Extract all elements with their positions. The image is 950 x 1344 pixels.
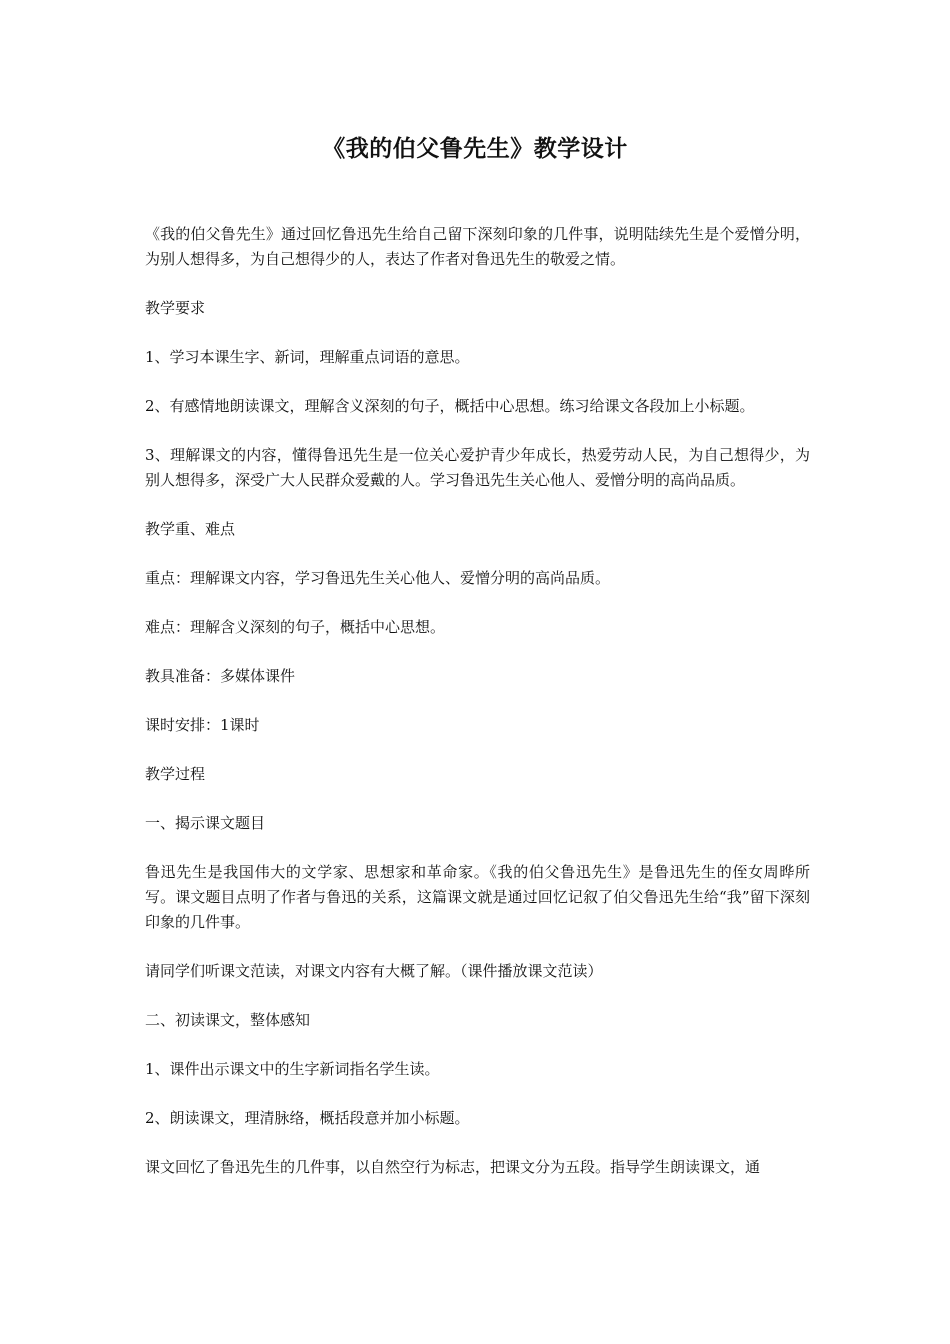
requirement-item-3: 3、理解课文的内容，懂得鲁迅先生是一位关心爱护青少年成长，热爱劳动人民，为自己想得少，为别人想得多，深受广大人民群众爱戴的人。学习鲁迅先生关心他人、爱憎分明的高尚品质。 [145, 446, 810, 489]
section-heading-process: 教学过程 [145, 765, 206, 783]
document-title: 《我的伯父鲁先生》教学设计 [322, 135, 628, 162]
process-step-2-item-1: 1、课件出示课文中的生字新词指名学生读。 [145, 1060, 440, 1078]
class-hours: 课时安排：1课时 [145, 716, 260, 734]
requirement-item-1: 1、学习本课生字、新词，理解重点词语的意思。 [145, 348, 470, 366]
process-step-1-listen: 请同学们听课文范读，对课文内容有大概了解。（课件播放课文范读） [145, 962, 603, 980]
section-heading-requirements: 教学要求 [145, 299, 206, 317]
process-step-2-text: 课文回忆了鲁迅先生的几件事，以自然空行为标志，把课文分为五段。指导学生朗读课文，通 [145, 1158, 761, 1176]
requirement-item-2: 2、有感情地朗读课文，理解含义深刻的句子，概括中心思想。练习给课文各段加上小标题。 [145, 397, 755, 415]
process-step-1-heading: 一、揭示课文题目 [145, 814, 266, 832]
process-step-2-heading: 二、初读课文，整体感知 [145, 1011, 311, 1029]
teaching-aids: 教具准备：多媒体课件 [145, 667, 296, 685]
difficult-point: 难点：理解含义深刻的句子，概括中心思想。 [145, 618, 446, 636]
intro-paragraph: 《我的伯父鲁先生》通过回忆鲁迅先生给自己留下深刻印象的几件事，说明陆续先生是个爱憎分明，为别人想得多，为自己想得少的人，表达了作者对鲁迅先生的敬爱之情。 [145, 225, 810, 268]
key-point: 重点：理解课文内容，学习鲁迅先生关心他人、爱憎分明的高尚品质。 [145, 569, 611, 587]
document-body [145, 222, 810, 1204]
process-step-1-text: 鲁迅先生是我国伟大的文学家、思想家和革命家。《我的伯父鲁迅先生》是鲁迅先生的侄女周晔所写。课文题目点明了作者与鲁迅的关系，这篇课文就是通过回忆记叙了伯父鲁迅先生给“我”留下深刻印象的几件事。 [145, 863, 810, 931]
process-step-2-item-2: 2、朗读课文，理清脉络，概括段意并加小标题。 [145, 1109, 470, 1127]
section-heading-key-points: 教学重、难点 [145, 520, 236, 538]
